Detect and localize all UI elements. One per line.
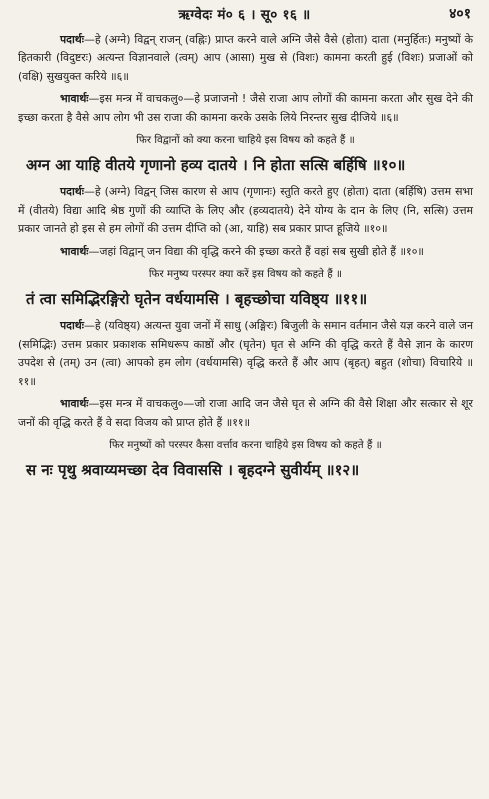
paragraph-text: —हे (अग्ने) विद्वन् जिस कारण से आप (गृणानः) स्तुति करते हुए (होता) दाता (बर्हिषि) उत्तम सभा में (वीतये) विद्या आदि श्रेष्ठ गुणों की व्याप्ति के लिए और (हव्यदातये) देने योग्य के दान के लिए (नि, सत्सि) उत्तम प्रकार जानते हो इस से हम लोगों की उत्तम दीप्ति को (आ, याहि) सब प्रकार प्राप्त हूजिये ॥१०॥ [18, 185, 473, 236]
running-header [0, 3, 489, 29]
paragraph-label: भावार्थः [60, 244, 89, 258]
paragraph-text: —इस मन्त्र में वाचकलु०—हे प्रजाजनो ! जैसे राजा आप लोगों की कामना करता और सुख देने की इच्छा करता है वैसे आप लोग भी उस राजा की कामना करके उसके लिये निरन्तर सुख दीजिये ॥६॥ [18, 92, 473, 124]
paragraph-text: —हे (अग्ने) विद्वन् राजन् (वह्निः) प्राप्त करने वाले अग्नि जैसे वैसे (होता) दाता (मनुर्हितः) मनुष्यों के हितकारी (विदुष्टरः) अत्यन्त विज्ञानवाले (त्वम्) आप (आसा) मुख से (विशः) कामना करती हुई (विशः) प्रजाओं को (वक्षि) सुखयुक्त करिये ॥६॥ [18, 33, 473, 83]
mantra-verse: स नः पृथु श्रवाय्यमच्छा देव विवाससि । बृहदग्ने सुवीर्यम् ॥१२॥ [26, 461, 360, 480]
commentary-paragraph [18, 183, 473, 238]
mantra-verse: तं त्वा समिद्भिरङ्गिरो घृतेन वर्धयामसि । बृहच्छोचा यविष्ठ्य ॥११॥ [26, 290, 368, 309]
page-content [0, 31, 489, 488]
section-intro: फिर मनुष्य परस्पर क्या करें इस विषय को कहते हैं ॥ [148, 268, 343, 281]
commentary-paragraph [18, 317, 473, 391]
header-title: ऋग्वेदः मं० ६ । सू० १६ ॥ [178, 7, 311, 23]
mantra-verse: अग्न आ याहि वीतये गृणानो हव्य दातये । नि होता सत्सि बर्हिषि ॥१०॥ [26, 156, 406, 175]
page-number: ४०१ [449, 6, 471, 22]
paragraph-text: —जहां विद्वान् जन विद्या की वृद्धि करने की इच्छा करते हैं वहां सब सुखी होते हैं ॥१०॥ [88, 244, 424, 258]
paragraph-label: भावार्थः [60, 92, 89, 106]
commentary-paragraph [18, 90, 473, 127]
commentary-paragraph [18, 395, 473, 432]
section-intro: फिर विद्वानों को क्या करना चाहिये इस विषय को कहते हैं ॥ [136, 134, 355, 147]
paragraph-label: पदार्थः [60, 319, 84, 333]
commentary-paragraph [18, 243, 473, 261]
paragraph-label: पदार्थः [60, 185, 84, 199]
paragraph-label: भावार्थः [60, 397, 89, 411]
paragraph-text: —हे (यविष्ठ्य) अत्यन्त युवा जनों में साधु (अङ्गिरः) बिजुली के समान वर्तमान जैसे यज्ञ करने वाले जन (समिद्भिः) उत्तम प्रकार प्रकाशक समिधरूप काष्ठों और (घृतेन) घृत से अग्नि की वृद्धि करते हैं वैसे ज्ञान के कारण उपदेश से (तम्) उन (त्वा) आपको हम लोग (वर्धयामसि) वृद्धि करते हैं और आप (बृहत्) बहुत (शोचा) विचारिये ॥११॥ [18, 319, 473, 388]
section-intro: फिर मनुष्यों को परस्पर कैसा वर्त्ताव करना चाहिये इस विषय को कहते हैं ॥ [109, 438, 382, 451]
commentary-paragraph [18, 31, 473, 86]
paragraph-text: —इस मन्त्र में वाचकलु०—जो राजा आदि जन जैसे घृत से अग्नि की वैसे शिक्षा और सत्कार से शूर जनों की वृद्धि करते हैं वे सदा विजय को प्राप्त होते हैं ॥११॥ [18, 397, 473, 429]
paragraph-label: पदार्थः [60, 33, 84, 46]
